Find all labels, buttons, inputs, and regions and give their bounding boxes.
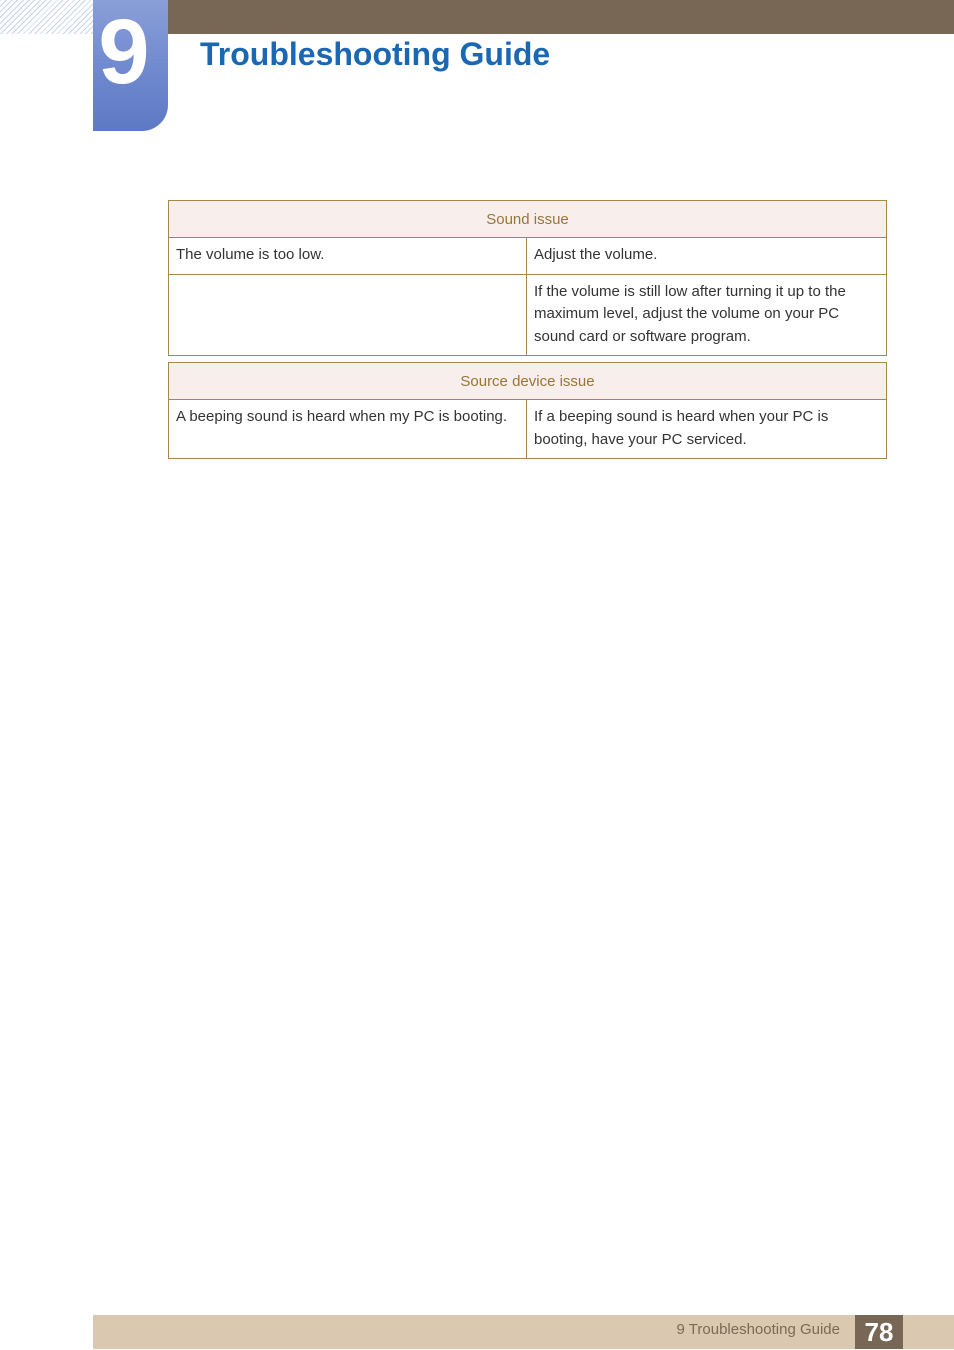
table-row	[169, 274, 887, 356]
table-row	[169, 238, 887, 275]
table-heading: Source device issue	[169, 363, 887, 400]
source-device-issue-table	[168, 362, 887, 459]
problem-cell: The volume is too low.	[169, 238, 527, 275]
page-number: 78	[855, 1315, 903, 1349]
problem-cell: A beeping sound is heard when my PC is booting.	[169, 400, 527, 459]
page-title: Troubleshooting Guide	[200, 36, 551, 72]
sound-issue-table	[168, 200, 887, 356]
chapter-tab	[93, 0, 168, 131]
header-bar	[168, 0, 954, 34]
table-heading: Sound issue	[169, 201, 887, 238]
chapter-number: 9	[98, 1, 150, 103]
solution-cell: Adjust the volume.	[527, 238, 887, 275]
table-row	[169, 400, 887, 459]
problem-cell	[169, 274, 527, 356]
solution-cell: If a beeping sound is heard when your PC is booting, have your PC serviced.	[527, 400, 887, 459]
solution-cell: If the volume is still low after turning it up to the maximum level, adjust the volume on your PC sound card or software program.	[527, 274, 887, 356]
footer-section-label: 9 Troubleshooting Guide	[676, 1321, 840, 1338]
header-hatch-decoration	[0, 0, 93, 34]
